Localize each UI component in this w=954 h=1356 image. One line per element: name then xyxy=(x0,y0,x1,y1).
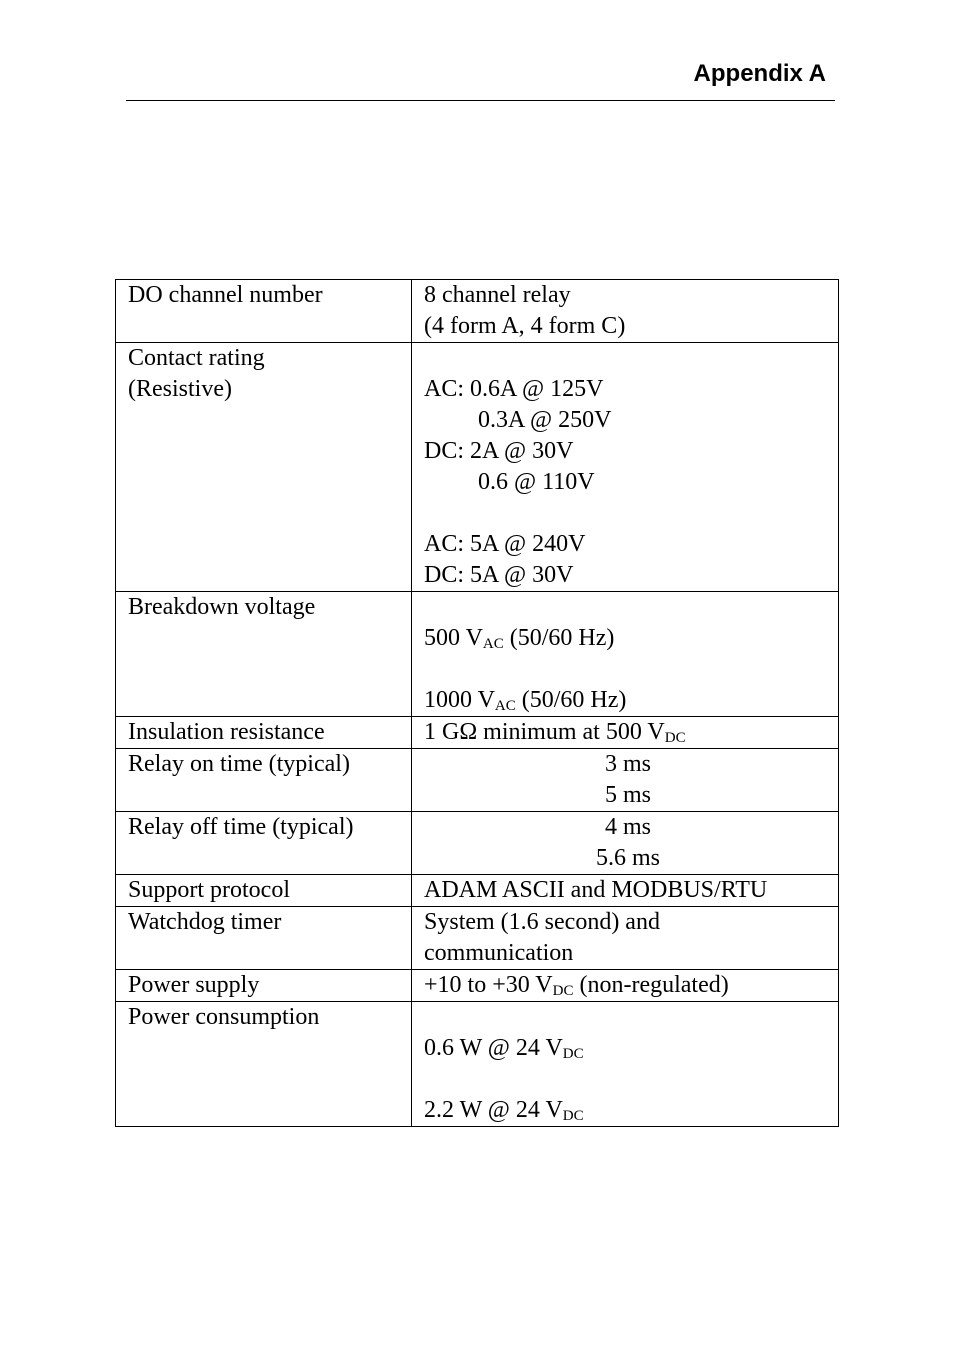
spec-value-text: (4 form A, 4 form C) xyxy=(424,313,626,339)
value-main: 0.6 W @ 24 V xyxy=(424,1035,563,1061)
spec-value-text: 3 ms xyxy=(604,751,651,777)
spec-label xyxy=(116,749,412,812)
value-subscript: AC xyxy=(494,698,516,714)
value-rest: (non-regulated) xyxy=(573,972,729,998)
spacer-line xyxy=(424,343,826,374)
spec-value-text xyxy=(424,685,826,716)
spec-value-text: 5.6 ms xyxy=(595,845,660,871)
spec-value xyxy=(412,749,839,812)
spec-value-text xyxy=(424,623,826,654)
spec-value-text xyxy=(424,1095,826,1126)
table-row xyxy=(116,749,839,812)
spec-label xyxy=(116,343,412,592)
table-row xyxy=(116,875,839,907)
spec-value-text: 0.6 @ 110V xyxy=(478,469,595,495)
spec-value-text: 4 ms xyxy=(604,814,651,840)
spec-value-text: 0.3A @ 250V xyxy=(478,407,612,433)
spec-value-text: System (1.6 second) and xyxy=(424,909,660,935)
page-header-title: Appendix A xyxy=(693,60,826,87)
table-row xyxy=(116,812,839,875)
table-row xyxy=(116,280,839,343)
spec-value-text: communication xyxy=(424,940,574,966)
value-main: +10 to +30 V xyxy=(424,972,553,998)
spec-label xyxy=(116,592,412,717)
table-row xyxy=(116,343,839,592)
spec-label-text: Relay on time (typical) xyxy=(128,751,350,777)
spec-value xyxy=(412,343,839,592)
spec-value-text: AC: 5A @ 240V xyxy=(424,531,586,557)
spec-value-text: AC: 0.6A @ 125V xyxy=(424,376,604,402)
value-subscript: DC xyxy=(664,730,686,746)
spec-value xyxy=(412,970,839,1002)
spec-value xyxy=(412,280,839,343)
spec-value-text: ADAM ASCII and MODBUS/RTU xyxy=(424,877,768,903)
spec-label xyxy=(116,907,412,970)
spacer-line xyxy=(424,498,826,529)
spacer-line xyxy=(424,1064,826,1095)
spec-label xyxy=(116,812,412,875)
spec-label xyxy=(116,970,412,1002)
spec-value xyxy=(412,875,839,907)
header-divider xyxy=(126,100,835,101)
spec-label-text: Insulation resistance xyxy=(128,719,325,745)
spec-value-text: 8 channel relay xyxy=(424,282,571,308)
spec-label xyxy=(116,875,412,907)
spacer-line xyxy=(424,592,826,623)
spec-value xyxy=(412,717,839,749)
spec-label-text: Relay off time (typical) xyxy=(128,814,354,840)
table-row xyxy=(116,970,839,1002)
spec-value-text xyxy=(424,970,826,1001)
table-row xyxy=(116,592,839,717)
spec-label xyxy=(116,280,412,343)
table-row xyxy=(116,907,839,970)
spec-value-text: 5 ms xyxy=(604,782,651,808)
spacer-line xyxy=(424,1002,826,1033)
value-main: 500 V xyxy=(424,625,483,651)
spec-value xyxy=(412,592,839,717)
spec-value-text: DC: 2A @ 30V xyxy=(424,438,574,464)
spacer-line xyxy=(424,654,826,685)
spec-label-text: Power supply xyxy=(128,972,260,998)
spec-value-text xyxy=(424,1033,826,1064)
value-subscript: DC xyxy=(562,1108,584,1124)
spec-label-text: Breakdown voltage xyxy=(128,594,316,620)
spec-value xyxy=(412,812,839,875)
spec-value-text xyxy=(424,717,826,748)
spec-label-text: DO channel number xyxy=(128,282,323,308)
spec-value-text: DC: 5A @ 30V xyxy=(424,562,574,588)
value-rest: (50/60 Hz) xyxy=(515,687,627,713)
specifications-table xyxy=(115,279,839,1127)
value-subscript: DC xyxy=(562,1046,584,1062)
value-subscript: DC xyxy=(552,983,574,999)
value-main: 1000 V xyxy=(424,687,495,713)
spec-label-text: Support protocol xyxy=(128,877,290,903)
spec-label xyxy=(116,717,412,749)
spec-label xyxy=(116,1002,412,1127)
spec-value xyxy=(412,907,839,970)
spec-label-text: Contact rating xyxy=(128,345,265,371)
value-rest: (50/60 Hz) xyxy=(503,625,615,651)
value-main: 1 GΩ minimum at 500 V xyxy=(424,719,665,745)
value-main: 2.2 W @ 24 V xyxy=(424,1097,563,1123)
table-row xyxy=(116,717,839,749)
spec-label-text: Power consumption xyxy=(128,1004,320,1030)
spec-label-text: (Resistive) xyxy=(128,376,232,402)
spec-value xyxy=(412,1002,839,1127)
value-subscript: AC xyxy=(482,636,504,652)
spec-label-text: Watchdog timer xyxy=(128,909,282,935)
table-row xyxy=(116,1002,839,1127)
